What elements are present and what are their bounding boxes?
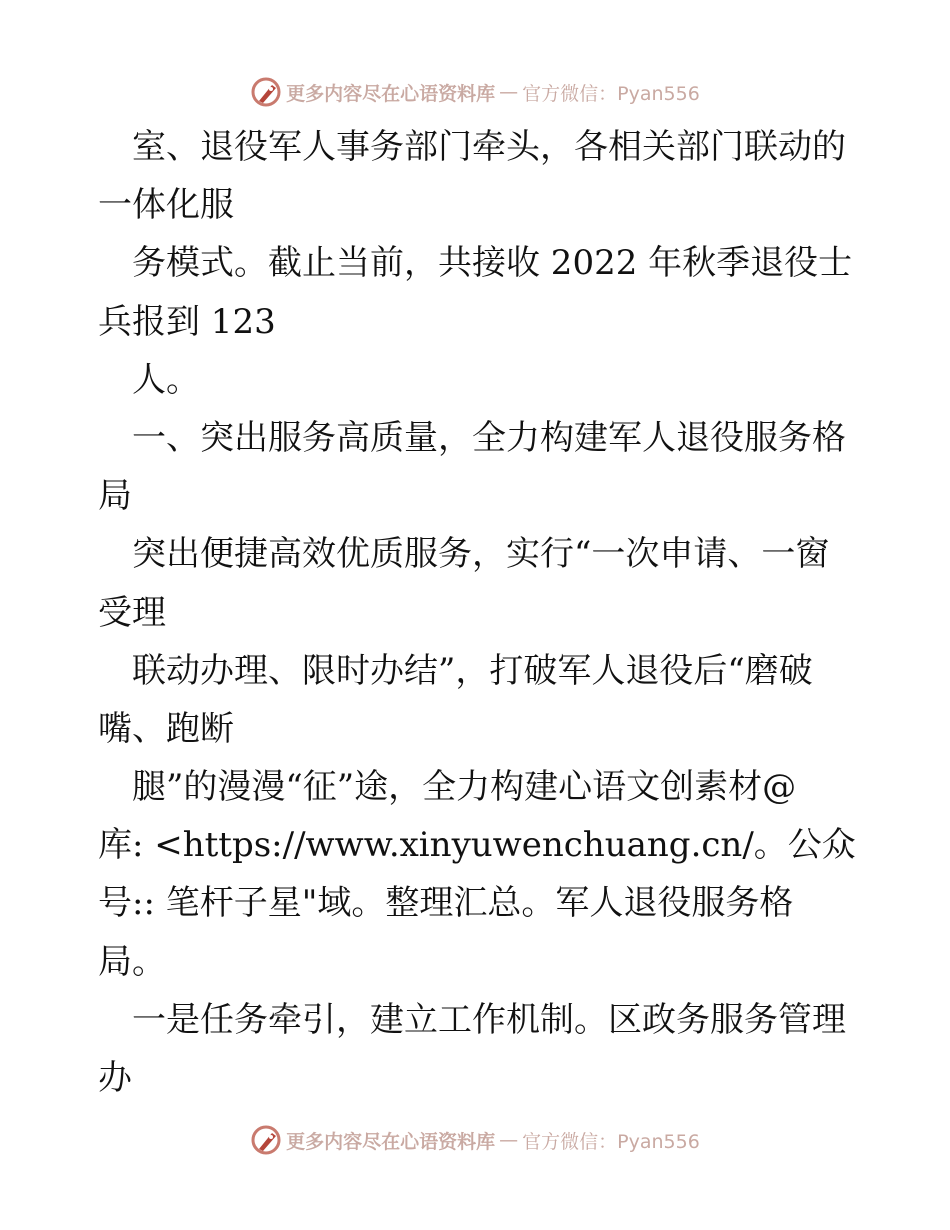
body-line: 务模式。截止当前，共接收 2022 年秋季退役士 (98, 243, 853, 284)
pen-nib-circle-icon (250, 1124, 282, 1156)
body-line: 局。 (98, 941, 166, 982)
document-body (98, 118, 858, 1107)
body-line: 库: <https://www.xinyuwenchuang.cn/。公众 (98, 825, 856, 866)
pen-nib-circle-icon (250, 76, 282, 108)
body-line: 号:: 笔杆子星"域。整理汇总。军人退役服务格 (98, 883, 794, 924)
watermark-main-text: 更多内容尽在心语资料库 (286, 82, 496, 105)
body-line: 突出便捷高效优质服务，实行“一次申请、一窗 (98, 534, 830, 575)
top-watermark-banner (0, 72, 950, 112)
watermark-dash: — (499, 1129, 519, 1151)
body-line: 受理 (98, 592, 166, 633)
body-line: 嘴、跑断 (98, 708, 234, 749)
watermark-sub-text: 官方微信：Pyan556 (522, 1130, 700, 1153)
body-line: 一是任务牵引，建立工作机制。区政务服务管理 (98, 999, 846, 1040)
body-line: 腿”的漫漫“征”途，全力构建心语文创素材@ (98, 767, 797, 808)
body-line: 一体化服 (98, 185, 234, 226)
watermark-sub-text: 官方微信：Pyan556 (522, 82, 700, 105)
body-line: 办 (98, 1058, 132, 1098)
body-line: 人。 (98, 359, 200, 400)
body-line: 室、退役军人事务部门牵头，各相关部门联动的 (98, 127, 846, 167)
section-heading-line: 一、突出服务高质量，全力构建军人退役服务格 (98, 417, 846, 458)
body-line: 联动办理、限时办结”，打破军人退役后“磨破 (98, 650, 813, 691)
watermark-dash: — (499, 81, 519, 103)
watermark-main-text: 更多内容尽在心语资料库 (286, 1130, 496, 1153)
bottom-watermark-banner (0, 1120, 950, 1160)
section-heading-line: 局 (98, 476, 132, 517)
body-line: 兵报到 123 (98, 301, 276, 342)
